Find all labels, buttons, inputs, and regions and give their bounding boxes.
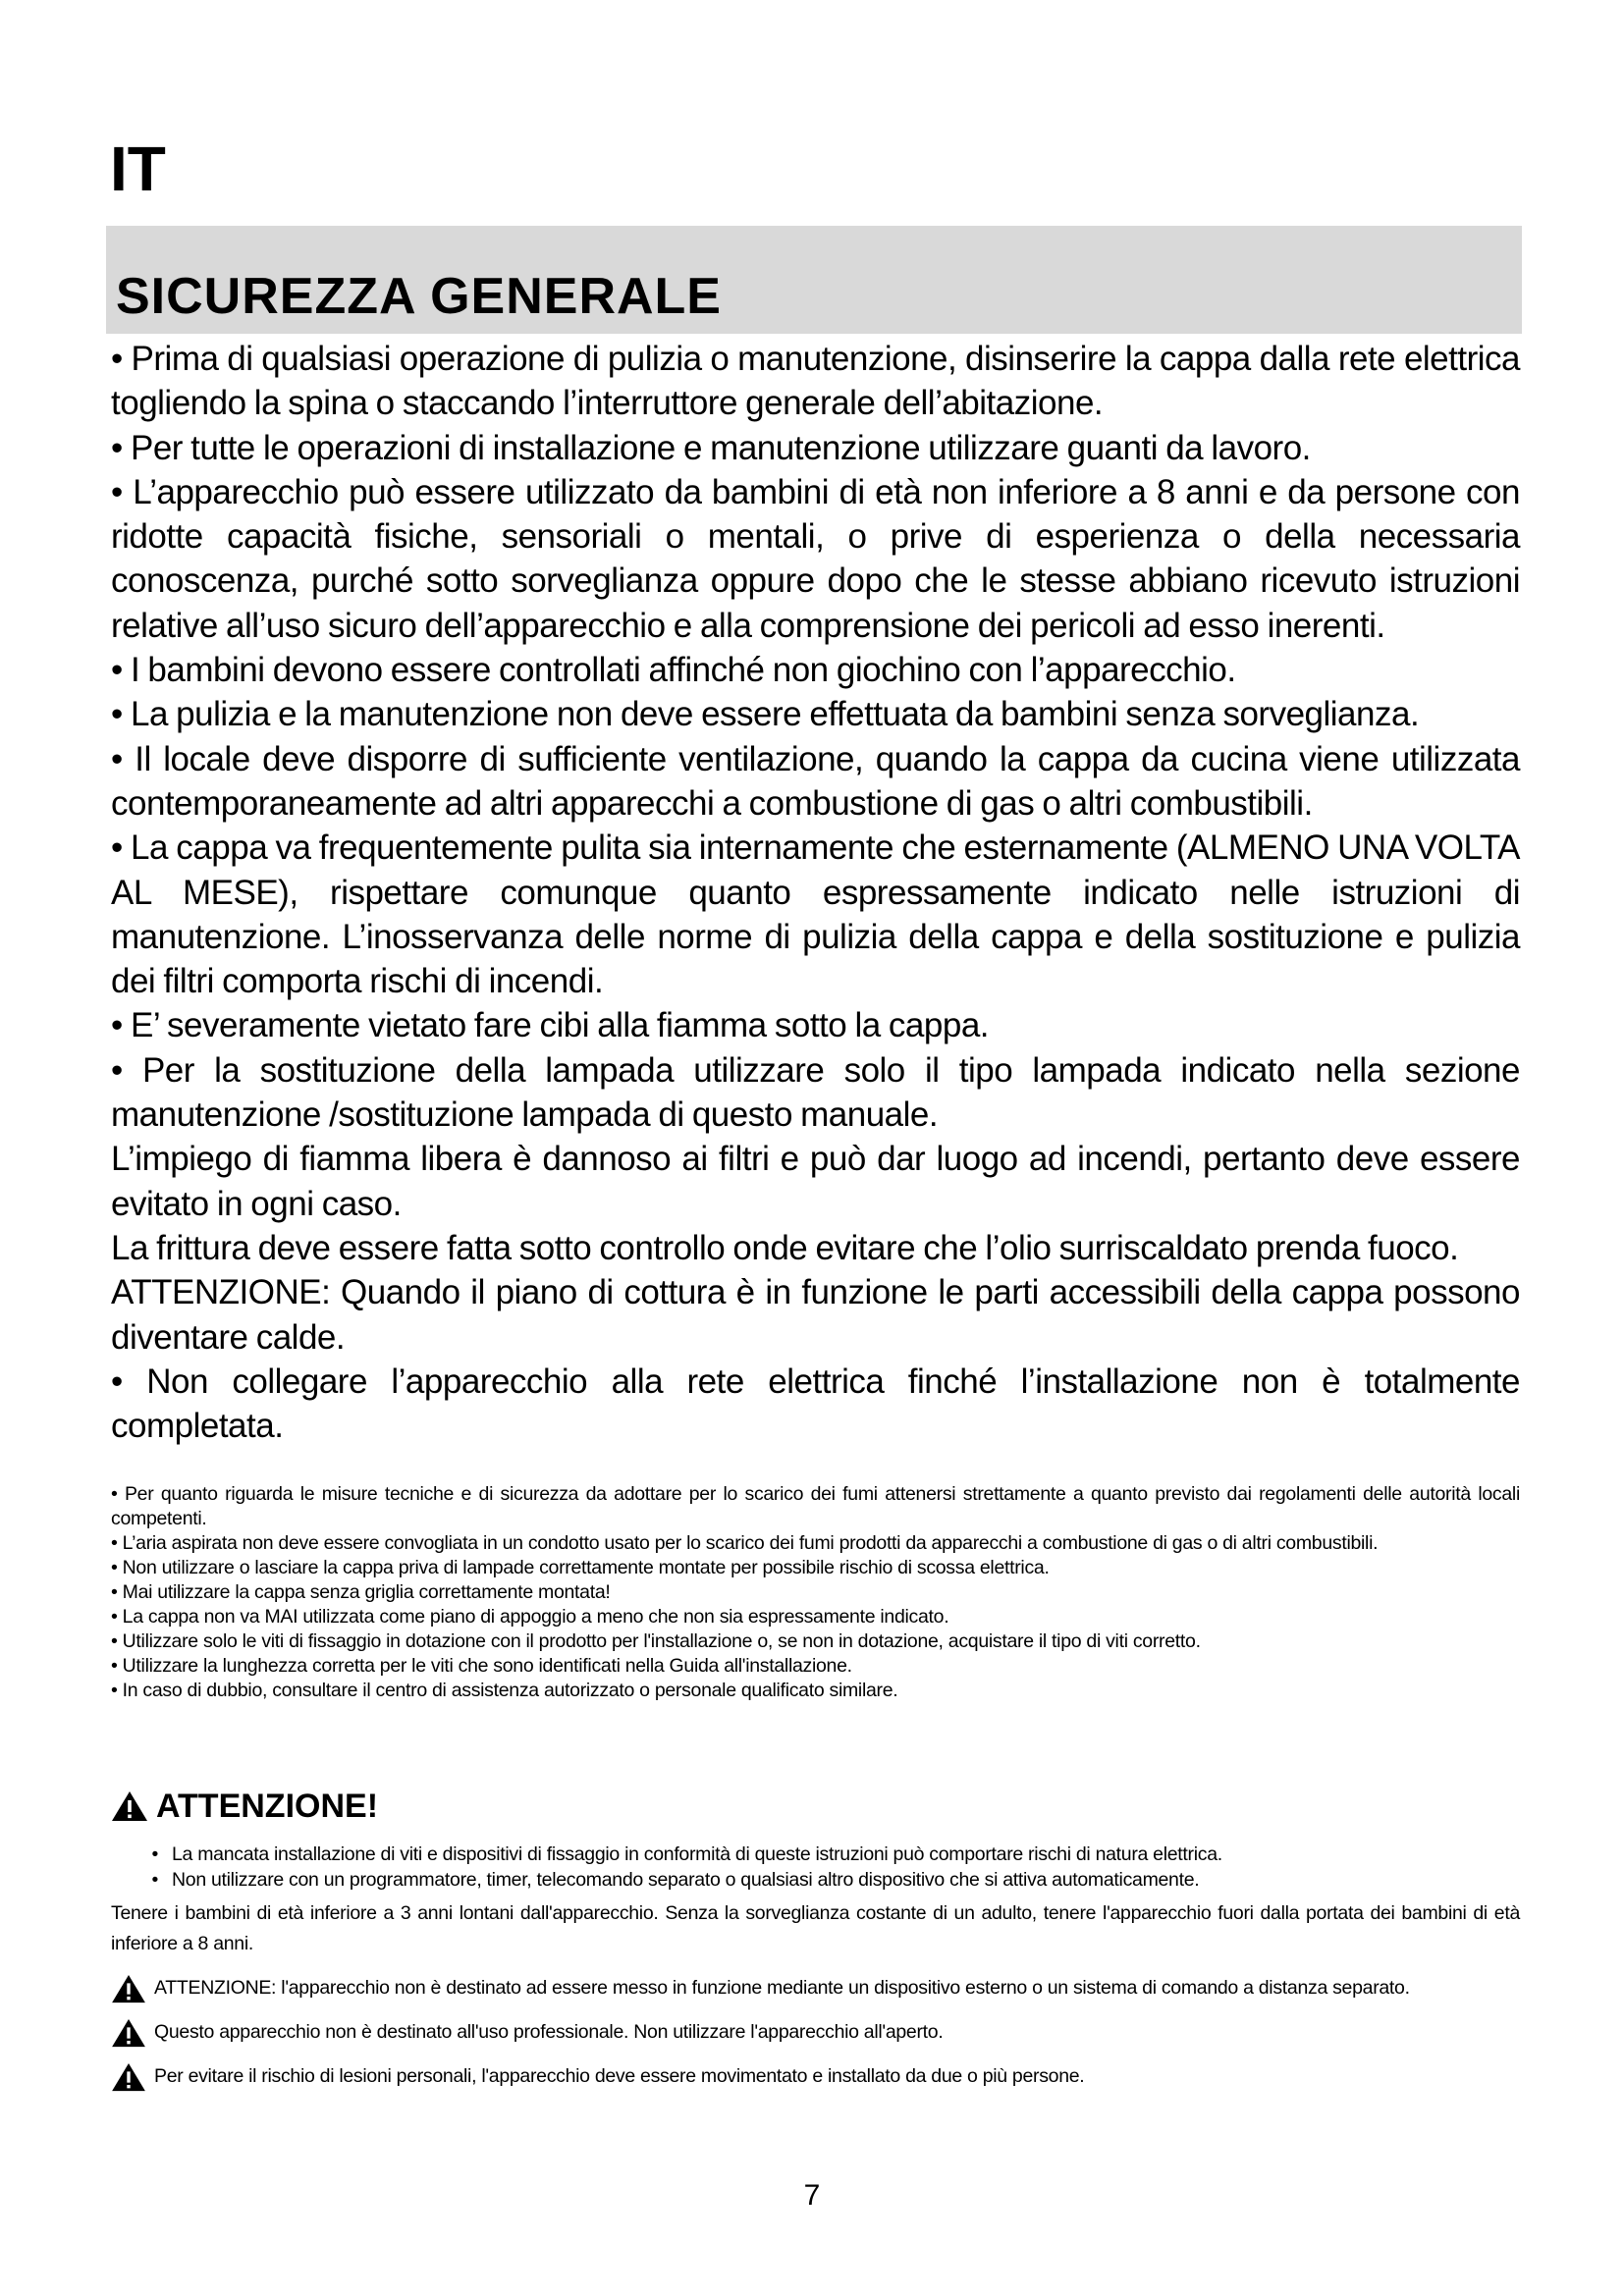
paragraph: • Per tutte le operazioni di installazione e manutenzione utilizzare guanti da lavoro.	[111, 428, 1311, 467]
paragraph: • L’apparecchio può essere utilizzato da bambini di età non inferiore a 8 anni e da persone con ridotte capacità fisiche, sensoriali o mentali, o prive di esperienza o della necessaria conoscenza, purché sotto sorveglianza oppure dopo che le stesse abbiano ricevuto istruzioni relative all’uso sicuro dell’apparecchio e alla comprensione dei pericoli ad esso inerenti.	[111, 472, 1520, 645]
list-item: • Non utilizzare con un programmatore, timer, telecomando separato o qualsiasi altro dispositivo che si attiva automaticamente.	[111, 1867, 1520, 1893]
paragraph: La frittura deve essere fatta sotto controllo onde evitare che l’olio surriscaldato prenda fuoco.	[111, 1228, 1459, 1267]
warning-icon	[111, 1790, 148, 1822]
paragraph: • Prima di qualsiasi operazione di pulizia o manutenzione, disinserire la cappa dalla rete elettrica togliendo la spina o staccando l’interruttore generale dell’abitazione.	[111, 340, 1520, 423]
paragraph: • La pulizia e la manutenzione non deve essere effettuata da bambini senza sorveglianza.	[111, 695, 1420, 734]
page-number: 7	[803, 2179, 821, 2212]
warning-note-text: Per evitare il rischio di lesioni personali, l'apparecchio deve essere movimentato e installato da due o più persone.	[154, 2065, 1085, 2087]
warning-note	[111, 2061, 1520, 2092]
warning-icon	[111, 1973, 154, 2003]
paragraph: • La cappa va frequentemente pulita sia internamente che esternamente (ALMENO UNA VOLTA AL MESE), rispettare comunque quanto espressamente indicato nelle istruzioni di manutenzione. L’inosservanza delle norme di pulizia della cappa e della sostituzione e pulizia dei filtri comporta rischi di incendi.	[111, 828, 1520, 1001]
paragraph: • Utilizzare solo le viti di fissaggio in dotazione con il prodotto per l'installazione o, se non in dotazione, acquistare il tipo di viti corretto.	[111, 1630, 1201, 1652]
language-code: IT	[110, 133, 166, 204]
list-item: • La mancata installazione di viti e dispositivi di fissaggio in conformità di queste istruzioni può comportare rischi di natura elettrica.	[111, 1842, 1520, 1867]
warning-notes	[111, 1973, 1520, 2106]
paragraph: • Non collegare l’apparecchio alla rete elettrica finché l’installazione non è totalmente completata.	[111, 1362, 1520, 1446]
paragraph: • Non utilizzare o lasciare la cappa priva di lampade correttamente montate per possibile rischio di scossa elettrica.	[111, 1557, 1050, 1578]
warning-icon	[111, 2061, 154, 2092]
section-title: SICUREZZA GENERALE	[116, 268, 722, 325]
warning-heading-text: ATTENZIONE!	[156, 1788, 379, 1825]
paragraph: • Per quanto riguarda le misure tecniche e di sicurezza da adottare per lo scarico dei fumi attenersi strettamente a quanto previsto dai regolamenti delle autorità locali competenti.	[111, 1483, 1520, 1529]
warning-note-text: ATTENZIONE: l'apparecchio non è destinato ad essere messo in funzione mediante un dispositivo esterno o un sistema di comando a distanza separato.	[154, 1977, 1410, 1999]
paragraph: • Mai utilizzare la cappa senza griglia correttamente montata!	[111, 1581, 611, 1603]
section-header-bar	[106, 226, 1522, 334]
paragraph: • Per la sostituzione della lampada utilizzare solo il tipo lampada indicato nella sezione manutenzione /sostituzione lampada di questo manuale.	[111, 1050, 1520, 1135]
warning-icon	[111, 2017, 154, 2048]
safety-text-large	[111, 337, 1520, 1448]
warning-note-text: Questo apparecchio non è destinato all'uso professionale. Non utilizzare l'apparecchio all'aperto.	[154, 2021, 944, 2043]
warning-list	[111, 1842, 1520, 1959]
paragraph: • Utilizzare la lunghezza corretta per le viti che sono identificati nella Guida all'installazione.	[111, 1655, 852, 1677]
safety-text-small	[111, 1482, 1520, 1703]
paragraph: • La cappa non va MAI utilizzata come piano di appoggio a meno che non sia espressamente indicato.	[111, 1606, 949, 1628]
paragraph: ATTENZIONE: Quando il piano di cottura è in funzione le parti accessibili della cappa possono diventare calde.	[111, 1273, 1520, 1357]
warning-note	[111, 2017, 1520, 2048]
warning-heading	[111, 1789, 378, 1823]
paragraph: • Il locale deve disporre di sufficiente ventilazione, quando la cappa da cucina viene utilizzata contemporaneamente ad altri apparecchi a combustione di gas o altri combustibili.	[111, 739, 1520, 823]
children-note: Tenere i bambini di età inferiore a 3 anni lontani dall'apparecchio. Senza la sorveglianza costante di un adulto, tenere l'apparecchio fuori dalla portata dei bambini di età inferiore a 8 anni.	[111, 1902, 1520, 1954]
paragraph: • In caso di dubbio, consultare il centro di assistenza autorizzato o personale qualificato similare.	[111, 1680, 898, 1701]
paragraph: • L’aria aspirata non deve essere convogliata in un condotto usato per lo scarico dei fumi prodotti da apparecchi a combustione di gas o di altri combustibili.	[111, 1532, 1379, 1554]
paragraph: • E’ severamente vietato fare cibi alla fiamma sotto la cappa.	[111, 1006, 990, 1045]
paragraph: L’impiego di fiamma libera è dannoso ai filtri e può dar luogo ad incendi, pertanto deve essere evitato in ogni caso.	[111, 1140, 1520, 1223]
warning-note	[111, 1973, 1520, 2003]
paragraph: • I bambini devono essere controllati affinché non giochino con l’apparecchio.	[111, 651, 1236, 690]
